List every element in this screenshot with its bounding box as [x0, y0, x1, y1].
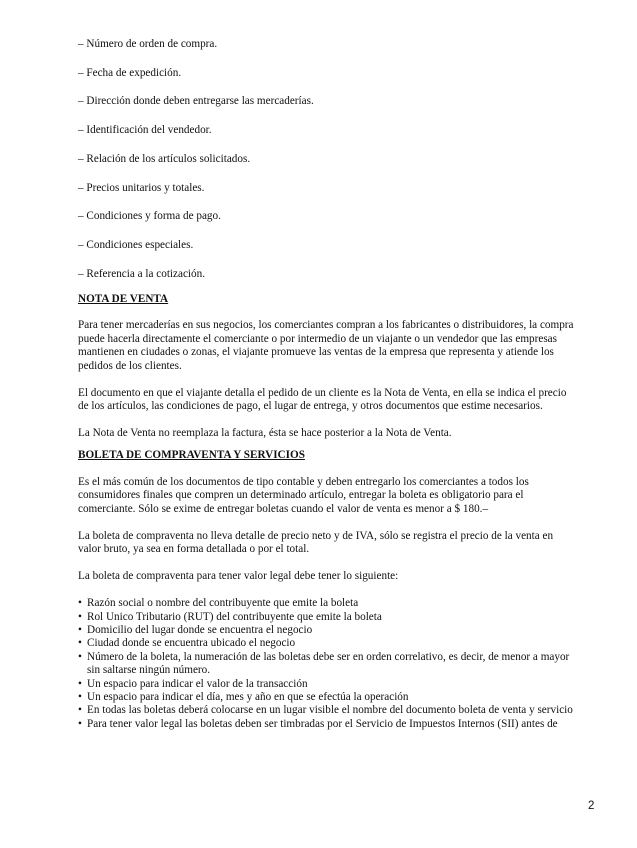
requirement-item: – Precios unitarios y totales.: [78, 182, 574, 195]
bullet-item: • Un espacio para indicar el día, mes y año en que se efectúa la operación: [78, 691, 574, 704]
nota-de-venta-heading: NOTA DE VENTA: [78, 293, 169, 306]
requirements-list: [78, 38, 574, 281]
page-number: 2: [588, 800, 595, 812]
nota-de-venta-paragraph: Para tener mercaderías en sus negocios, los comerciantes compran a los fabricantes o distribuidores, la compra puede hacerla directamente el comerciante o por intermedio de un viajante o un vendedor que las empresas mantienen en ciudades o zonas, el viajante promueve las ventas de la empresa que representa y atiende los pedidos de los clientes.: [78, 319, 574, 372]
boleta-heading: BOLETA DE COMPRAVENTA Y SERVICIOS: [78, 449, 305, 462]
bullet-item: • Ciudad donde se encuentra ubicado el negocio: [78, 637, 574, 650]
nota-de-venta-paragraph: La Nota de Venta no reemplaza la factura, ésta se hace posterior a la Nota de Venta.: [78, 427, 452, 440]
requirement-item: – Condiciones especiales.: [78, 239, 574, 252]
document-page: [78, 38, 574, 731]
requirement-item: – Dirección donde deben entregarse las mercaderías.: [78, 95, 574, 108]
requirement-item: – Identificación del vendedor.: [78, 124, 574, 137]
bullet-item: • Domicilio del lugar donde se encuentra el negocio: [78, 624, 574, 637]
bullet-item: • Rol Unico Tributario (RUT) del contribuyente que emite la boleta: [78, 611, 574, 624]
nota-de-venta-paragraph: El documento en que el viajante detalla el pedido de un cliente es la Nota de Venta, en ella se indica el precio de los artículos, las condiciones de pago, el lugar de entrega, y otros documentos que estime necesarios.: [78, 386, 567, 413]
requirement-item: – Condiciones y forma de pago.: [78, 210, 574, 223]
boleta-paragraph: Es el más común de los documentos de tipo contable y deben entregarlo los comerciantes a todos los consumidores finales que compren un determinado artículo, entregar la boleta es obligatorio para el comerciante. Sólo se exime de entregar boletas cuando el valor de venta es menor a $ 180.–: [78, 475, 529, 515]
requirement-item: – Fecha de expedición.: [78, 67, 574, 80]
boleta-paragraph: La boleta de compraventa para tener valor legal debe tener lo siguiente:: [78, 570, 399, 583]
bullet-item: • Número de la boleta, la numeración de las boletas debe ser en orden correlativo, es decir, de menor a mayor sin saltarse ningún número.: [78, 651, 574, 678]
requirement-item: – Referencia a la cotización.: [78, 268, 574, 281]
requirement-item: – Relación de los artículos solicitados.: [78, 153, 574, 166]
bullet-item: • En todas las boletas deberá colocarse en un lugar visible el nombre del documento boleta de venta y servicio: [78, 704, 574, 717]
bullet-item: • Para tener valor legal las boletas deben ser timbradas por el Servicio de Impuestos Internos (SII) antes de: [78, 718, 574, 731]
boleta-paragraph: La boleta de compraventa no lleva detalle de precio neto y de IVA, sólo se registra el precio de la venta en valor bruto, ya sea en forma detallada o por el total.: [78, 529, 554, 556]
bullet-item: • Un espacio para indicar el valor de la transacción: [78, 678, 574, 691]
bullet-item: • Razón social o nombre del contribuyente que emite la boleta: [78, 597, 574, 610]
boleta-requirements-list: [78, 597, 574, 731]
requirement-item: – Número de orden de compra.: [78, 38, 574, 51]
